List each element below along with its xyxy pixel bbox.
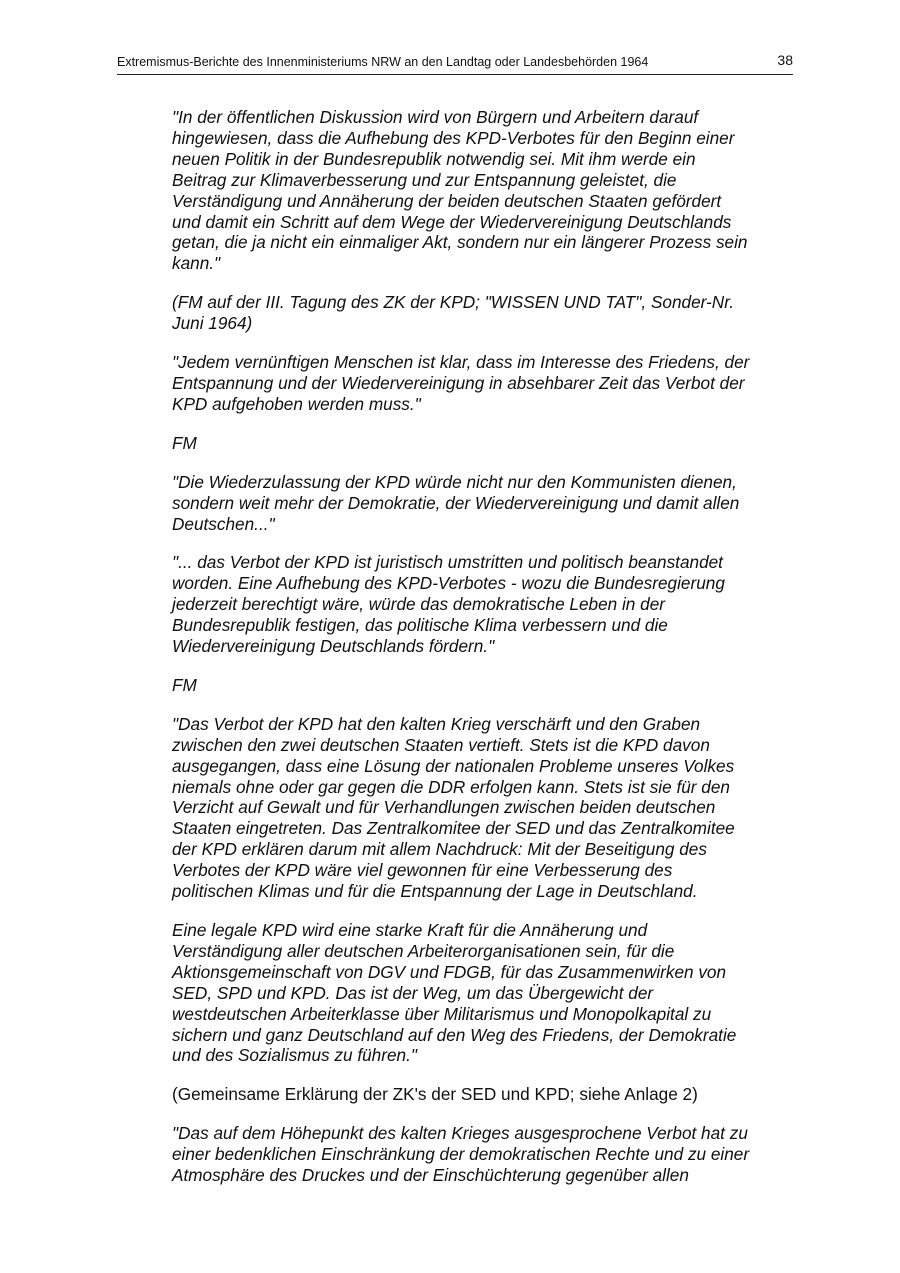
quote-paragraph-4: "... das Verbot der KPD ist juristisch umstritten und politisch beanstandet worden. Eine Aufhebung des KPD-Verbotes - wozu die Bundesregierung jederzeit berechtigt wäre, würde das demokratische Leben in der Bundesrepublik festigen, das politische Klima verbessern und die Wiedervereinigung Deutschlands fördern." xyxy=(172,552,725,657)
source-citation-2: FM xyxy=(172,432,197,453)
page-header xyxy=(117,54,793,75)
source-citation-4: (Gemeinsame Erklärung der ZK's der SED und KPD; siehe Anlage 2) xyxy=(172,1084,698,1105)
source-citation-3: FM xyxy=(172,674,197,695)
quote-paragraph-1: "In der öffentlichen Diskussion wird von Bürgern und Arbeitern darauf hingewiesen, dass die Aufhebung des KPD-Verbotes für den Beginn einer neuen Politik in der Bundesrepublik notwendig sei. Mit ihm werde ein Beitrag zur Klimaverbesserung und zur Entspannung geleistet, die Verständigung und Annäherung der beiden deutschen Staaten gefördert und damit ein Schritt auf dem Wege der Wiedervereinigung Deutschlands getan, die ja nicht ein einmaliger Akt, sondern nur ein längerer Prozess sein kann." xyxy=(172,107,748,274)
quote-paragraph-2: "Jedem vernünftigen Menschen ist klar, dass im Interesse des Friedens, der Entspannung und der Wiedervereinigung in absehbarer Zeit das Verbot der KPD aufgehoben werden muss." xyxy=(172,352,750,414)
quote-paragraph-7: "Das auf dem Höhepunkt des kalten Krieges ausgesprochene Verbot hat zu einer bedenklichen Einschränkung der demokratischen Rechte und zu einer Atmosphäre des Druckes und der Einschüchterung gegenüber allen xyxy=(172,1123,750,1186)
quote-paragraph-3: "Die Wiederzulassung der KPD würde nicht nur den Kommunisten dienen, sondern weit mehr der Demokratie, der Wiedervereinigung und damit allen Deutschen..." xyxy=(172,471,740,534)
quote-paragraph-6: Eine legale KPD wird eine starke Kraft für die Annäherung und Verständigung aller deutschen Arbeiterorganisationen sein, für die Aktionsgemeinschaft von DGV und FDGB, für das Zusammenwirken von SED, SPD und KPD. Das ist der Weg, um das Übergewicht der westdeutschen Arbeiterklasse über Militarismus und Monopolkapital zu sichern und ganz Deutschland auf den Weg des Friedens, der Demokratie und des Sozialismus zu führen." xyxy=(172,920,737,1066)
document-body xyxy=(172,107,792,1204)
quote-paragraph-5: "Das Verbot der KPD hat den kalten Krieg verschärft und den Graben zwischen den zwei deutschen Staaten vertieft. Stets ist die KPD davon ausgegangen, dass eine Lösung der nationalen Probleme unseres Volkes niemals ohne oder gar gegen die DDR erfolgen kann. Stets ist sie für den Verzicht auf Gewalt und für Verhandlungen zwischen beiden deutschen Staaten eingetreten. Das Zentralkomitee der SED und das Zentralkomitee der KPD erklären darum mit allem Nachdruck: Mit der Beseitigung des Verbotes der KPD wäre viel gewonnen für eine Verbesserung des politischen Klimas und für die Entspannung der Lage in Deutschland. xyxy=(172,713,735,902)
header-title: Extremismus-Berichte des Innenministeriums NRW an den Landtag oder Landesbehörden 1964 xyxy=(117,55,649,69)
source-citation-1: (FM auf der III. Tagung des ZK der KPD; "WISSEN UND TAT", Sonder-Nr. Juni 1964) xyxy=(172,292,735,334)
page-number: 38 xyxy=(777,52,793,68)
